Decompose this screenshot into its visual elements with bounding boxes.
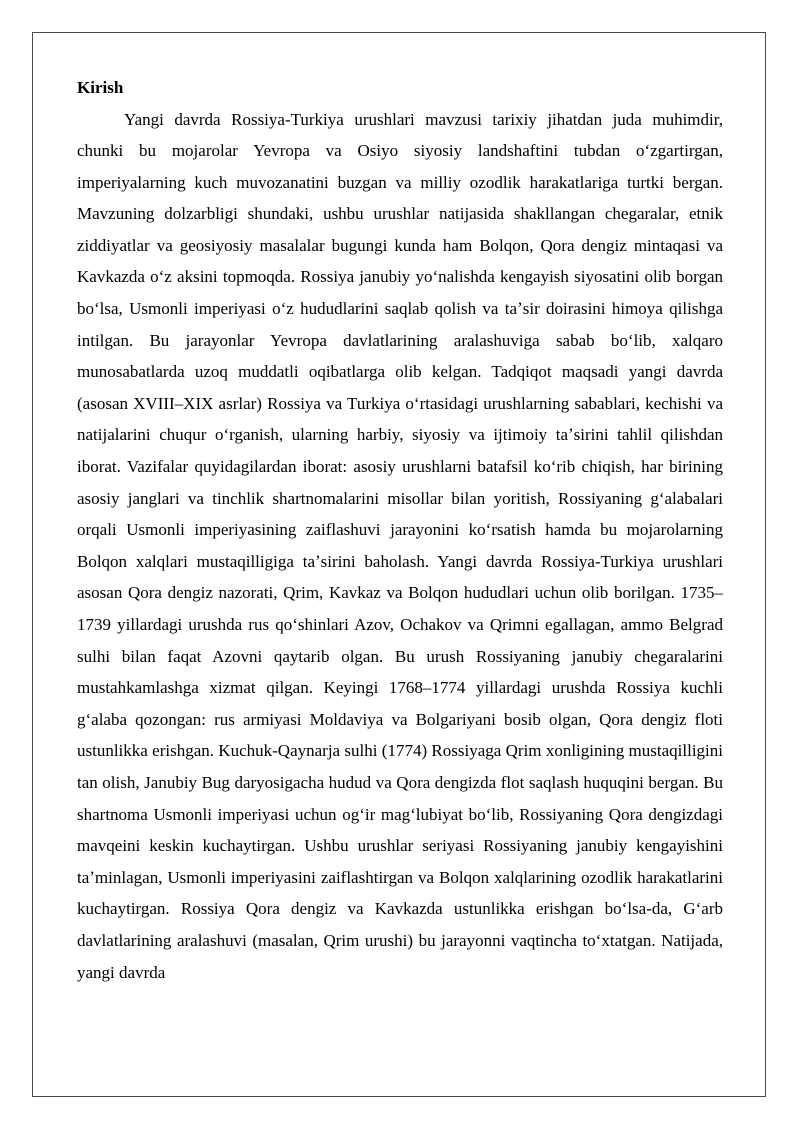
section-heading: Kirish <box>77 78 124 97</box>
document-body <box>77 72 723 988</box>
body-paragraph: Yangi davrda Rossiya-Turkiya urushlari mavzusi tarixiy jihatdan juda muhimdir, chunki bu mojarolar Yevropa va Osiyo siyosiy landshaftini tubdan oʻzgartirgan, imperiyalarning kuch muvozanatini buzgan va milliy ozodlik harakatlariga turtki bergan. Mavzuning dolzarbligi shundaki, ushbu urushlar natijasida shakllangan chegaralar, etnik ziddiyatlar va geosiyosiy masalalar bugungi kunda ham Bolqon, Qora dengiz mintaqasi va Kavkazda oʻz aksini topmoqda. Rossiya janubiy yoʻnalishda kengayish siyosatini olib borgan boʻlsa, Usmonli imperiyasi oʻz hududlarini saqlab qolish va taʼsir doirasini himoya qilishga intilgan. Bu jarayonlar Yevropa davlatlarining aralashuviga sabab boʻlib, xalqaro munosabatlarda uzoq muddatli oqibatlarga olib kelgan. Tadqiqot maqsadi yangi davrda (asosan XVIII–XIX asrlar) Rossiya va Turkiya oʻrtasidagi urushlarning sabablari, kechishi va natijalarini chuqur oʻrganish, ularning harbiy, siyosiy va ijtimoiy taʼsirini tahlil qilishdan iborat. Vazifalar quyidagilardan iborat: asosiy urushlarni batafsil koʻrib chiqish, har birining asosiy janglari va tinchlik shartnomalarini misollar bilan yoritish, Rossiyaning gʻalabalari orqali Usmonli imperiyasining zaiflashuvi jarayonini koʻrsatish hamda bu mojarolarning Bolqon xalqlari mustaqilligiga taʼsirini baholash. Yangi davrda Rossiya-Turkiya urushlari asosan Qora dengiz nazorati, Qrim, Kavkaz va Bolqon hududlari uchun olib borilgan. 1735–1739 yillardagi urushda rus qoʻshinlari Azov, Ochakov va Qrimni egallagan, ammo Belgrad sulhi bilan faqat Azovni qaytarib olgan. Bu urush Rossiyaning janubiy chegaralarini mustahkamlashga xizmat qilgan. Keyingi 1768–1774 yillardagi urushda Rossiya kuchli gʻalaba qozongan: rus armiyasi Moldaviya va Bolgariyani bosib olgan, Qora dengiz floti ustunlikka erishgan. Kuchuk-Qaynarja sulhi (1774) Rossiyaga Qrim xonligining mustaqilligini tan olish, Janubiy Bug daryosigacha hudud va Qora dengizda flot saqlash huquqini bergan. Bu shartnoma Usmonli imperiyasi uchun ogʻir magʻlubiyat boʻlib, Rossiyaning Qora dengizdagi mavqeini keskin kuchaytirgan. Ushbu urushlar seriyasi Rossiyaning janubiy kengayishini taʼminlagan, Usmonli imperiyasini zaiflashtirgan va Bolqon xalqlarining ozodlik harakatlarini kuchaytirgan. Rossiya Qora dengiz va Kavkazda ustunlikka erishgan boʻlsa-da, Gʻarb davlatlarining aralashuvi (masalan, Qrim urushi) bu jarayonni vaqtincha toʻxtatgan. Natijada, yangi davrda <box>77 109 723 982</box>
